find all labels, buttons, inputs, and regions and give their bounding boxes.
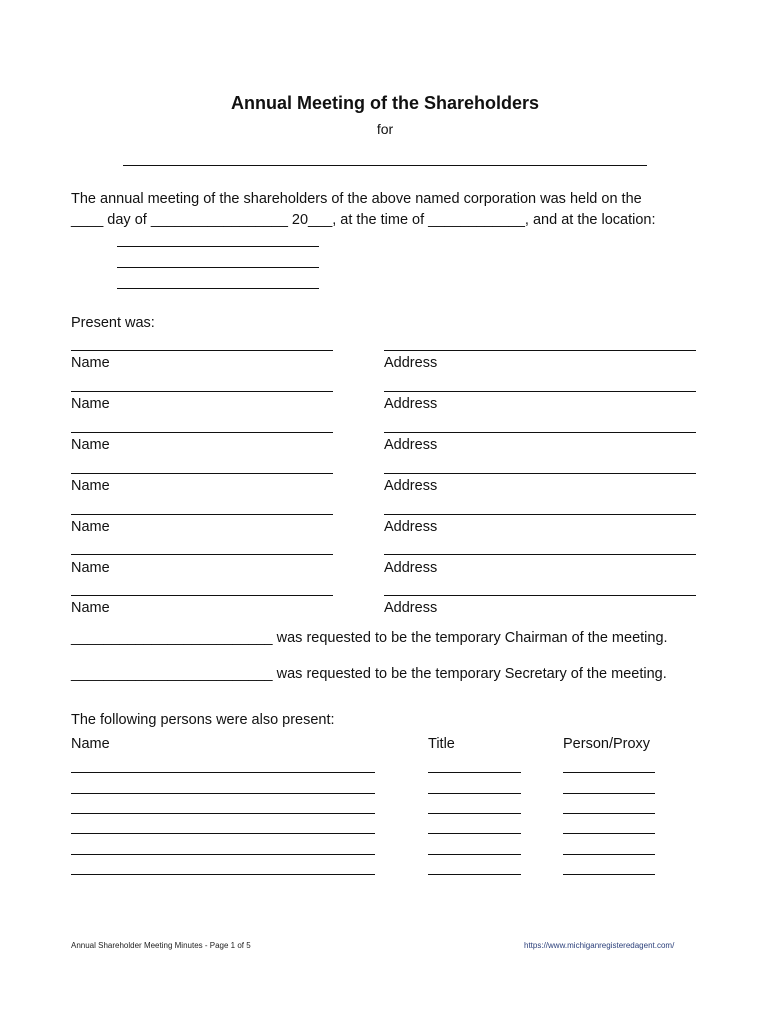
others-name-line[interactable] xyxy=(71,772,375,773)
name-label: Name xyxy=(71,396,110,412)
name-line[interactable] xyxy=(71,473,333,474)
name-label: Name xyxy=(71,560,110,576)
address-line[interactable] xyxy=(384,554,696,555)
others-title-line[interactable] xyxy=(428,772,521,773)
address-line[interactable] xyxy=(384,514,696,515)
chairman-statement: _________________________ was requested to be the temporary Chairman of the meeting. xyxy=(71,630,668,646)
others-proxy-line[interactable] xyxy=(563,874,655,875)
document-title: Annual Meeting of the Shareholders xyxy=(230,93,540,113)
others-name-line[interactable] xyxy=(71,833,375,834)
others-title-line[interactable] xyxy=(428,833,521,834)
name-label: Name xyxy=(71,355,110,371)
others-proxy-line[interactable] xyxy=(563,833,655,834)
corporation-name-line[interactable] xyxy=(123,165,647,166)
address-label: Address xyxy=(384,478,438,494)
address-line[interactable] xyxy=(384,391,696,392)
name-line[interactable] xyxy=(71,514,333,515)
name-line[interactable] xyxy=(71,350,333,351)
name-label: Name xyxy=(71,519,110,535)
address-label: Address xyxy=(384,355,438,371)
others-name-line[interactable] xyxy=(71,854,375,855)
others-name-header: Name xyxy=(71,736,110,752)
address-line[interactable] xyxy=(384,432,696,433)
others-name-line[interactable] xyxy=(71,874,375,875)
others-proxy-line[interactable] xyxy=(563,772,655,773)
footer-url[interactable]: https://www.michiganregisteredagent.com/ xyxy=(524,941,675,950)
others-title-header: Title xyxy=(428,736,455,752)
location-line-2[interactable] xyxy=(117,267,319,268)
for-label: for xyxy=(376,121,394,137)
name-line[interactable] xyxy=(71,595,333,596)
address-line[interactable] xyxy=(384,473,696,474)
others-title-line[interactable] xyxy=(428,793,521,794)
others-title-line[interactable] xyxy=(428,874,521,875)
footer-page-info: Annual Shareholder Meeting Minutes - Page 1 of 5 xyxy=(71,941,251,950)
address-label: Address xyxy=(384,519,438,535)
address-label: Address xyxy=(384,396,438,412)
others-title-line[interactable] xyxy=(428,854,521,855)
intro-line-1: The annual meeting of the shareholders of the above named corporation was held on the xyxy=(71,191,642,207)
others-proxy-line[interactable] xyxy=(563,813,655,814)
secretary-statement: _________________________ was requested to be the temporary Secretary of the meeting. xyxy=(71,666,667,682)
address-line[interactable] xyxy=(384,595,696,596)
others-proxy-line[interactable] xyxy=(563,854,655,855)
location-line-1[interactable] xyxy=(117,246,319,247)
name-label: Name xyxy=(71,437,110,453)
name-line[interactable] xyxy=(71,391,333,392)
address-label: Address xyxy=(384,437,438,453)
name-label: Name xyxy=(71,600,110,616)
others-proxy-line[interactable] xyxy=(563,793,655,794)
name-line[interactable] xyxy=(71,432,333,433)
others-heading: The following persons were also present: xyxy=(71,712,335,728)
name-line[interactable] xyxy=(71,554,333,555)
present-heading: Present was: xyxy=(71,315,155,331)
address-label: Address xyxy=(384,560,438,576)
others-title-line[interactable] xyxy=(428,813,521,814)
address-line[interactable] xyxy=(384,350,696,351)
address-label: Address xyxy=(384,600,438,616)
intro-line-2: ____ day of _________________ 20___, at the time of ____________, and at the location: xyxy=(71,212,656,228)
others-name-line[interactable] xyxy=(71,793,375,794)
name-label: Name xyxy=(71,478,110,494)
location-line-3[interactable] xyxy=(117,288,319,289)
others-name-line[interactable] xyxy=(71,813,375,814)
others-proxy-header: Person/Proxy xyxy=(563,736,651,752)
